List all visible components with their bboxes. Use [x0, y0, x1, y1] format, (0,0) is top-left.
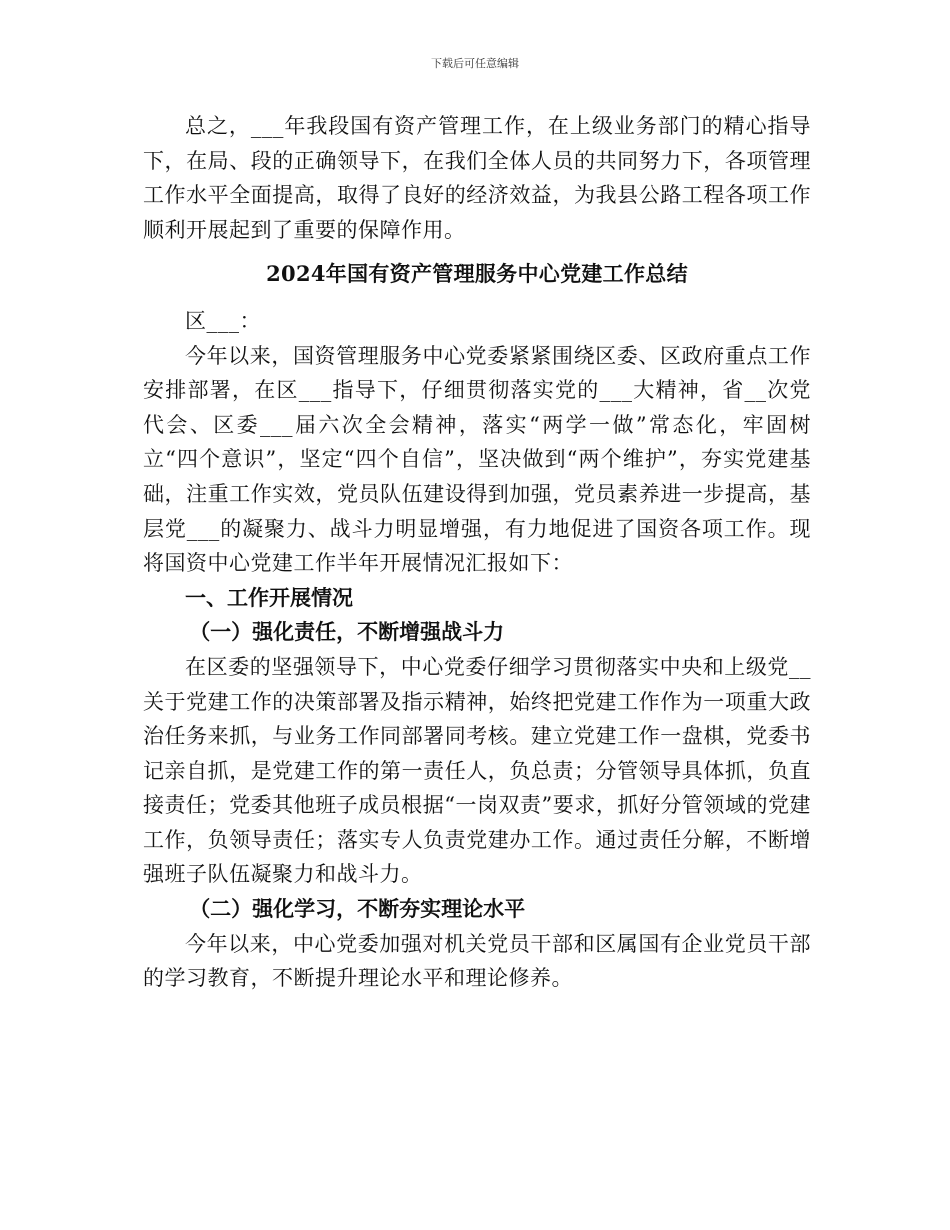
page-header-note: 下载后可任意编辑 — [431, 57, 519, 70]
document-title: 2024年国有资产管理服务中心党建工作总结 — [266, 261, 688, 287]
subsection-2-heading: （二）强化学习，不断夯实理论水平 — [189, 896, 526, 922]
paragraph-3: 今年以来，中心党委加强对机关党员干部和区属国有企业党员干部的学习教育，不断提升理论水平和理论修养。 — [143, 931, 811, 991]
subsection-1-heading: （一）强化责任，不断增强战斗力 — [189, 619, 505, 645]
section-1-heading: 一、工作开展情况 — [185, 584, 353, 610]
salutation: 区___： — [185, 308, 261, 333]
paragraph-2: 在区委的坚强领导下，中心党委仔细学习贯彻落实中央和上级党__关于党建工作的决策部署及指示精神，始终把党建工作作为一项重大政治任务来抓，与业务工作同部署同考核。建立党建工作一盘棋，党委书记亲自抓，是党建工作的第一责任人，负总责；分管领导具体抓，负直接责任；党委其他班子成员根据“一岗双责”要求，抓好分管领域的党建工作，负领导责任；落实专人负责党建办工作。通过责任分解，不断增强班子队伍凝聚力和战斗力。 — [143, 654, 811, 887]
paragraph-1: 今年以来，国资管理服务中心党委紧紧围绕区委、区政府重点工作安排部署，在区___指导下，仔细贯彻落实党的___大精神，省__次党代会、区委___届六次全会精神，落实“两学一做”常态化，牢固树立“四个意识”，坚定“四个自信”，坚决做到“两个维护”，夯实党建基础，注重工作实效，党员队伍建设得到加强，党员素养进一步提高，基层党___的凝聚力、战斗力明显增强，有力地促进了国资各项工作。现将国资中心党建工作半年开展情况汇报如下： — [143, 343, 811, 576]
intro-paragraph: 总之，___年我段国有资产管理工作，在上级业务部门的精心指导下，在局、段的正确领导下，在我们全体人员的共同努力下，各项管理工作水平全面提高，取得了良好的经济效益，为我县公路工程各项工作顺利开展起到了重要的保障作用。 — [143, 114, 811, 242]
document-body — [143, 109, 811, 996]
